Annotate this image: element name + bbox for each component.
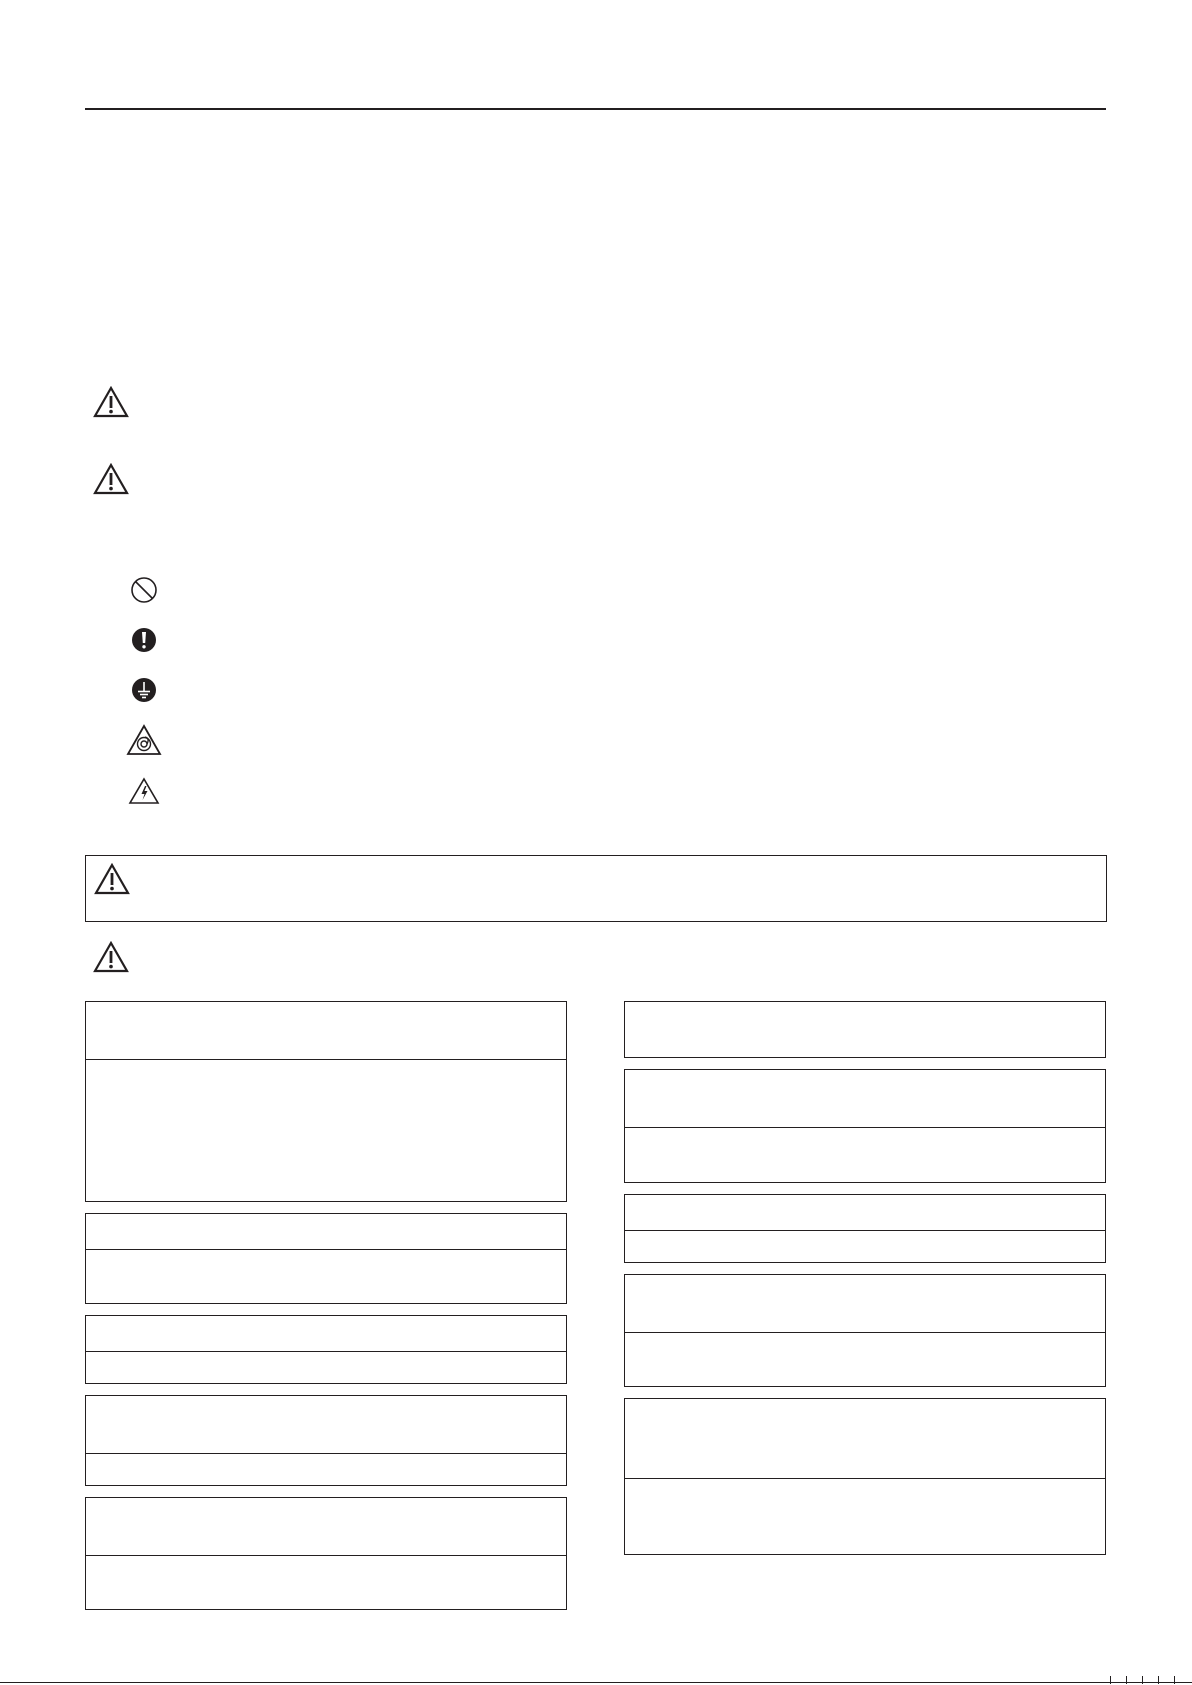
caution-triangle-icon xyxy=(93,941,129,973)
caution-group-6-heading-row xyxy=(625,1002,1105,1057)
caution-triangle-icon xyxy=(93,386,129,418)
caution-group-10 xyxy=(624,1398,1106,1555)
crop-mark xyxy=(1110,1676,1111,1684)
mandatory-exclamation-icon xyxy=(131,627,157,653)
entanglement-hazard-icon xyxy=(126,724,162,756)
warning-header-box xyxy=(85,855,1107,922)
crop-mark xyxy=(1158,1676,1159,1684)
caution-group-9-body-row xyxy=(625,1332,1105,1386)
caution-group-6 xyxy=(624,1001,1106,1058)
caution-group-8 xyxy=(624,1194,1106,1263)
caution-group-4 xyxy=(85,1395,567,1486)
caution-group-7-heading-row xyxy=(625,1070,1105,1127)
caution-group-2 xyxy=(85,1213,567,1304)
caution-group-8-body-row xyxy=(625,1230,1105,1262)
ground-connection-icon xyxy=(131,677,157,703)
caution-group-9 xyxy=(624,1274,1106,1387)
caution-group-3 xyxy=(85,1315,567,1384)
crop-mark xyxy=(1142,1676,1143,1684)
caution-group-4-heading-row xyxy=(86,1396,566,1453)
crop-mark xyxy=(1126,1676,1127,1684)
caution-group-8-heading-row xyxy=(625,1195,1105,1230)
footer-rule xyxy=(0,1682,1192,1683)
prohibited-circle-icon xyxy=(130,576,158,604)
caution-triangle-icon xyxy=(93,463,129,495)
caution-group-10-body-row xyxy=(625,1478,1105,1554)
caution-group-1-heading-row xyxy=(86,1002,566,1059)
caution-group-4-body-row xyxy=(86,1453,566,1485)
caution-group-9-heading-row xyxy=(625,1275,1105,1332)
caution-group-2-heading-row xyxy=(86,1214,566,1249)
caution-group-3-body-row xyxy=(86,1351,566,1383)
caution-group-1-body-row xyxy=(86,1059,566,1201)
header-rule xyxy=(85,108,1106,110)
caution-group-7-body-row xyxy=(625,1127,1105,1182)
caution-group-10-heading-row xyxy=(625,1399,1105,1478)
crop-mark xyxy=(1174,1676,1175,1684)
caution-group-5-heading-row xyxy=(86,1498,566,1555)
caution-triangle-icon xyxy=(94,863,130,895)
caution-group-5 xyxy=(85,1497,567,1610)
caution-group-3-heading-row xyxy=(86,1316,566,1351)
caution-group-1 xyxy=(85,1001,567,1202)
caution-group-7 xyxy=(624,1069,1106,1183)
caution-group-5-body-row xyxy=(86,1555,566,1609)
electric-shock-icon xyxy=(128,777,160,805)
caution-group-2-body-row xyxy=(86,1249,566,1303)
